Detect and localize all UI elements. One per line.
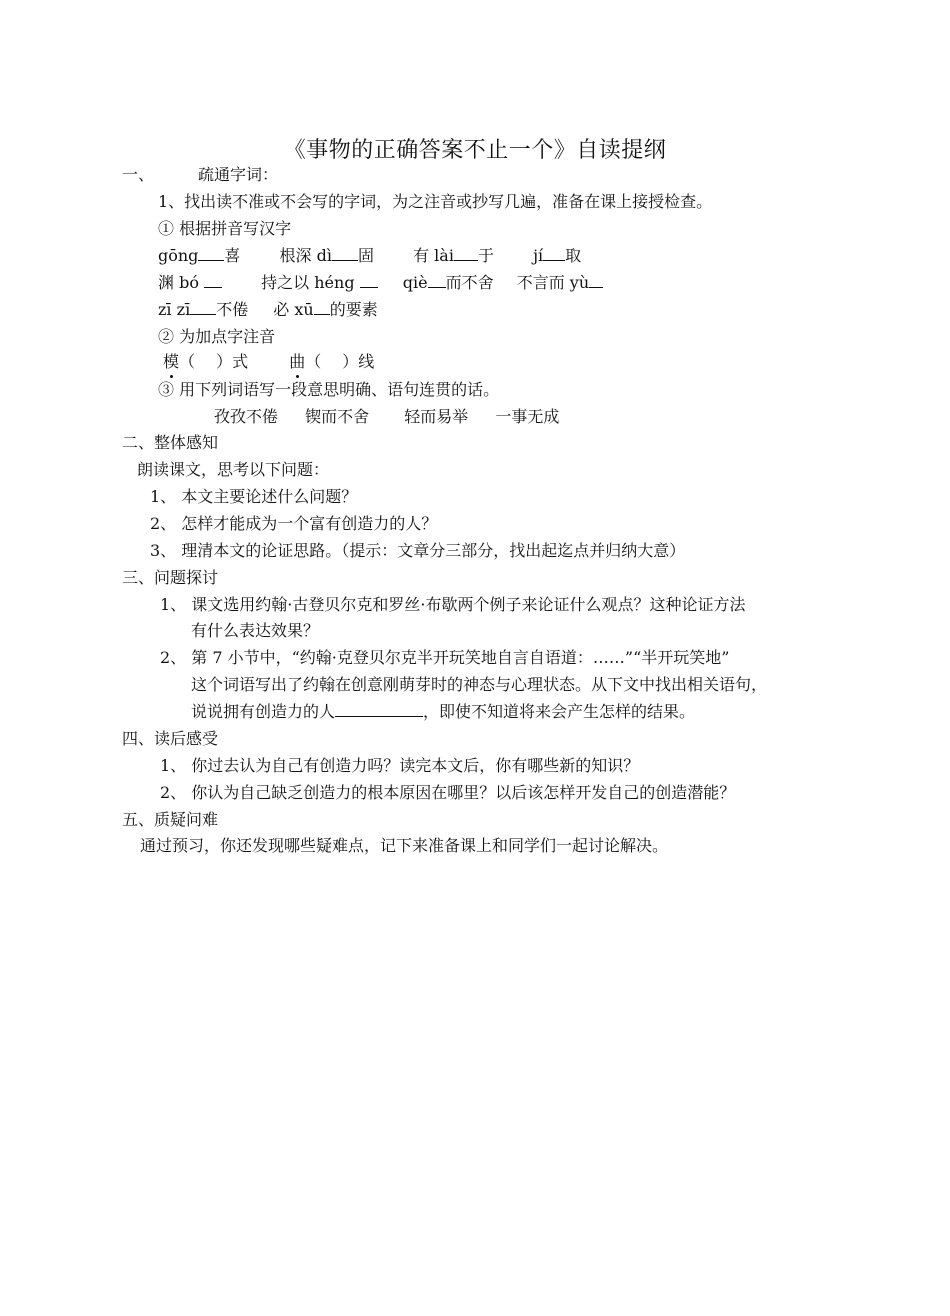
pinyin-item: 必 xū 的要素: [273, 300, 378, 319]
sub-label-write: ③ 用下列词语写一段意思明确、语句连贯的话。: [158, 380, 500, 399]
section-3-question-2-line-2: 这个词语写出了约翰在创意刚萌芽时的神态与心理状态。从下文中找出相关语句，: [191, 675, 768, 694]
pinyin-item: qiè 而不舍: [402, 273, 494, 292]
pinyin-row-3: [158, 299, 378, 321]
pinyin-item: 渊 bó: [158, 273, 222, 292]
answer-blank: [332, 246, 358, 261]
answer-blank: [543, 246, 565, 261]
section-4-question-2: 2、 你认为自己缺乏创造力的根本原因在哪里？以后该怎样开发自己的创造潜能？: [160, 783, 736, 802]
pinyin-item: 持之以 héng: [261, 273, 378, 292]
section-3-question-1-line-1: 1、 课文选用约翰·古登贝尔克和罗丝·布歇两个例子来论证什么观点？这种论证方法: [160, 595, 746, 614]
section-3-heading: 三、问题探讨: [122, 568, 219, 587]
word-item: 锲而不舍: [305, 407, 370, 426]
section-1-heading: [122, 164, 278, 186]
annotate-item: 模（ ）式: [163, 352, 249, 371]
word-item: 孜孜不倦: [214, 407, 279, 426]
annotate-item: 曲（ ）线: [289, 352, 375, 371]
answer-blank: [589, 273, 603, 288]
section-4-question-1: 1、 你过去认为自己有创造力吗？读完本文后，你有哪些新的知识？: [160, 756, 640, 775]
answer-blank: [335, 702, 423, 717]
pinyin-row-2: [158, 272, 603, 294]
page-title: 《事物的正确答案不止一个》自读提纲: [283, 138, 667, 163]
section-1-title: 疏通字词：: [198, 165, 279, 184]
answer-blank: [204, 273, 222, 288]
pinyin-item: 不言而 yù: [517, 273, 603, 292]
section-4-heading: 四、读后感受: [122, 729, 219, 748]
section-3-question-2-line-3: 说说拥有创造力的人 ，即使不知道将来会产生怎样的结果。: [191, 702, 696, 721]
annotate-row: [163, 351, 374, 373]
pinyin-item: gōng 喜: [158, 246, 241, 265]
pinyin-item: 根深 dì 固: [279, 246, 374, 265]
section-5-text: 通过预习，你还发现哪些疑难点，记下来准备课上和同学们一起讨论解决。: [140, 836, 669, 855]
section-2-question-1: 1、 本文主要论述什么问题？: [150, 487, 358, 506]
section-5-heading: 五、质疑问难: [122, 810, 219, 829]
pinyin-item: 有 lài 于: [413, 246, 494, 265]
word-item: 轻而易举: [404, 407, 469, 426]
answer-blank: [314, 300, 330, 315]
pinyin-item: jí 取: [533, 246, 582, 265]
section-2-heading: 二、整体感知: [122, 433, 219, 452]
section-3-question-2-line-1: 2、 第 7 小节中，“约翰·克登贝尔克半开玩笑地自言自语道：……”“半开玩笑地”: [160, 648, 730, 667]
section-2-question-2: 2、 怎样才能成为一个富有创造力的人？: [150, 514, 438, 533]
section-2-question-3: 3、 理清本文的论证思路。（提示：文章分三部分，找出起迄点并归纳大意）: [150, 541, 686, 560]
answer-blank: [428, 273, 446, 288]
answer-blank: [198, 246, 224, 261]
dotted-char: 模: [163, 352, 180, 371]
pinyin-item: zī zī 不倦: [158, 300, 249, 319]
answer-blank: [454, 246, 478, 261]
section-1-number: 一、: [122, 165, 155, 184]
section-1-item-1: 1、找出读不准或不会写的字词，为之注音或抄写几遍，准备在课上接授检查。: [158, 192, 713, 211]
sub-label-annotate: ② 为加点字注音: [158, 327, 276, 346]
word-list: [214, 406, 559, 428]
answer-blank: [190, 300, 216, 315]
answer-blank: [360, 273, 378, 288]
sub-label-pinyin: ① 根据拼音写汉字: [158, 219, 292, 238]
pinyin-row-1: [158, 245, 581, 267]
section-3-question-1-line-2: 有什么表达效果？: [191, 621, 320, 640]
section-2-intro: 朗读课文，思考以下问题：: [137, 460, 330, 479]
word-item: 一事无成: [495, 407, 560, 426]
dotted-char: 曲: [289, 352, 306, 371]
